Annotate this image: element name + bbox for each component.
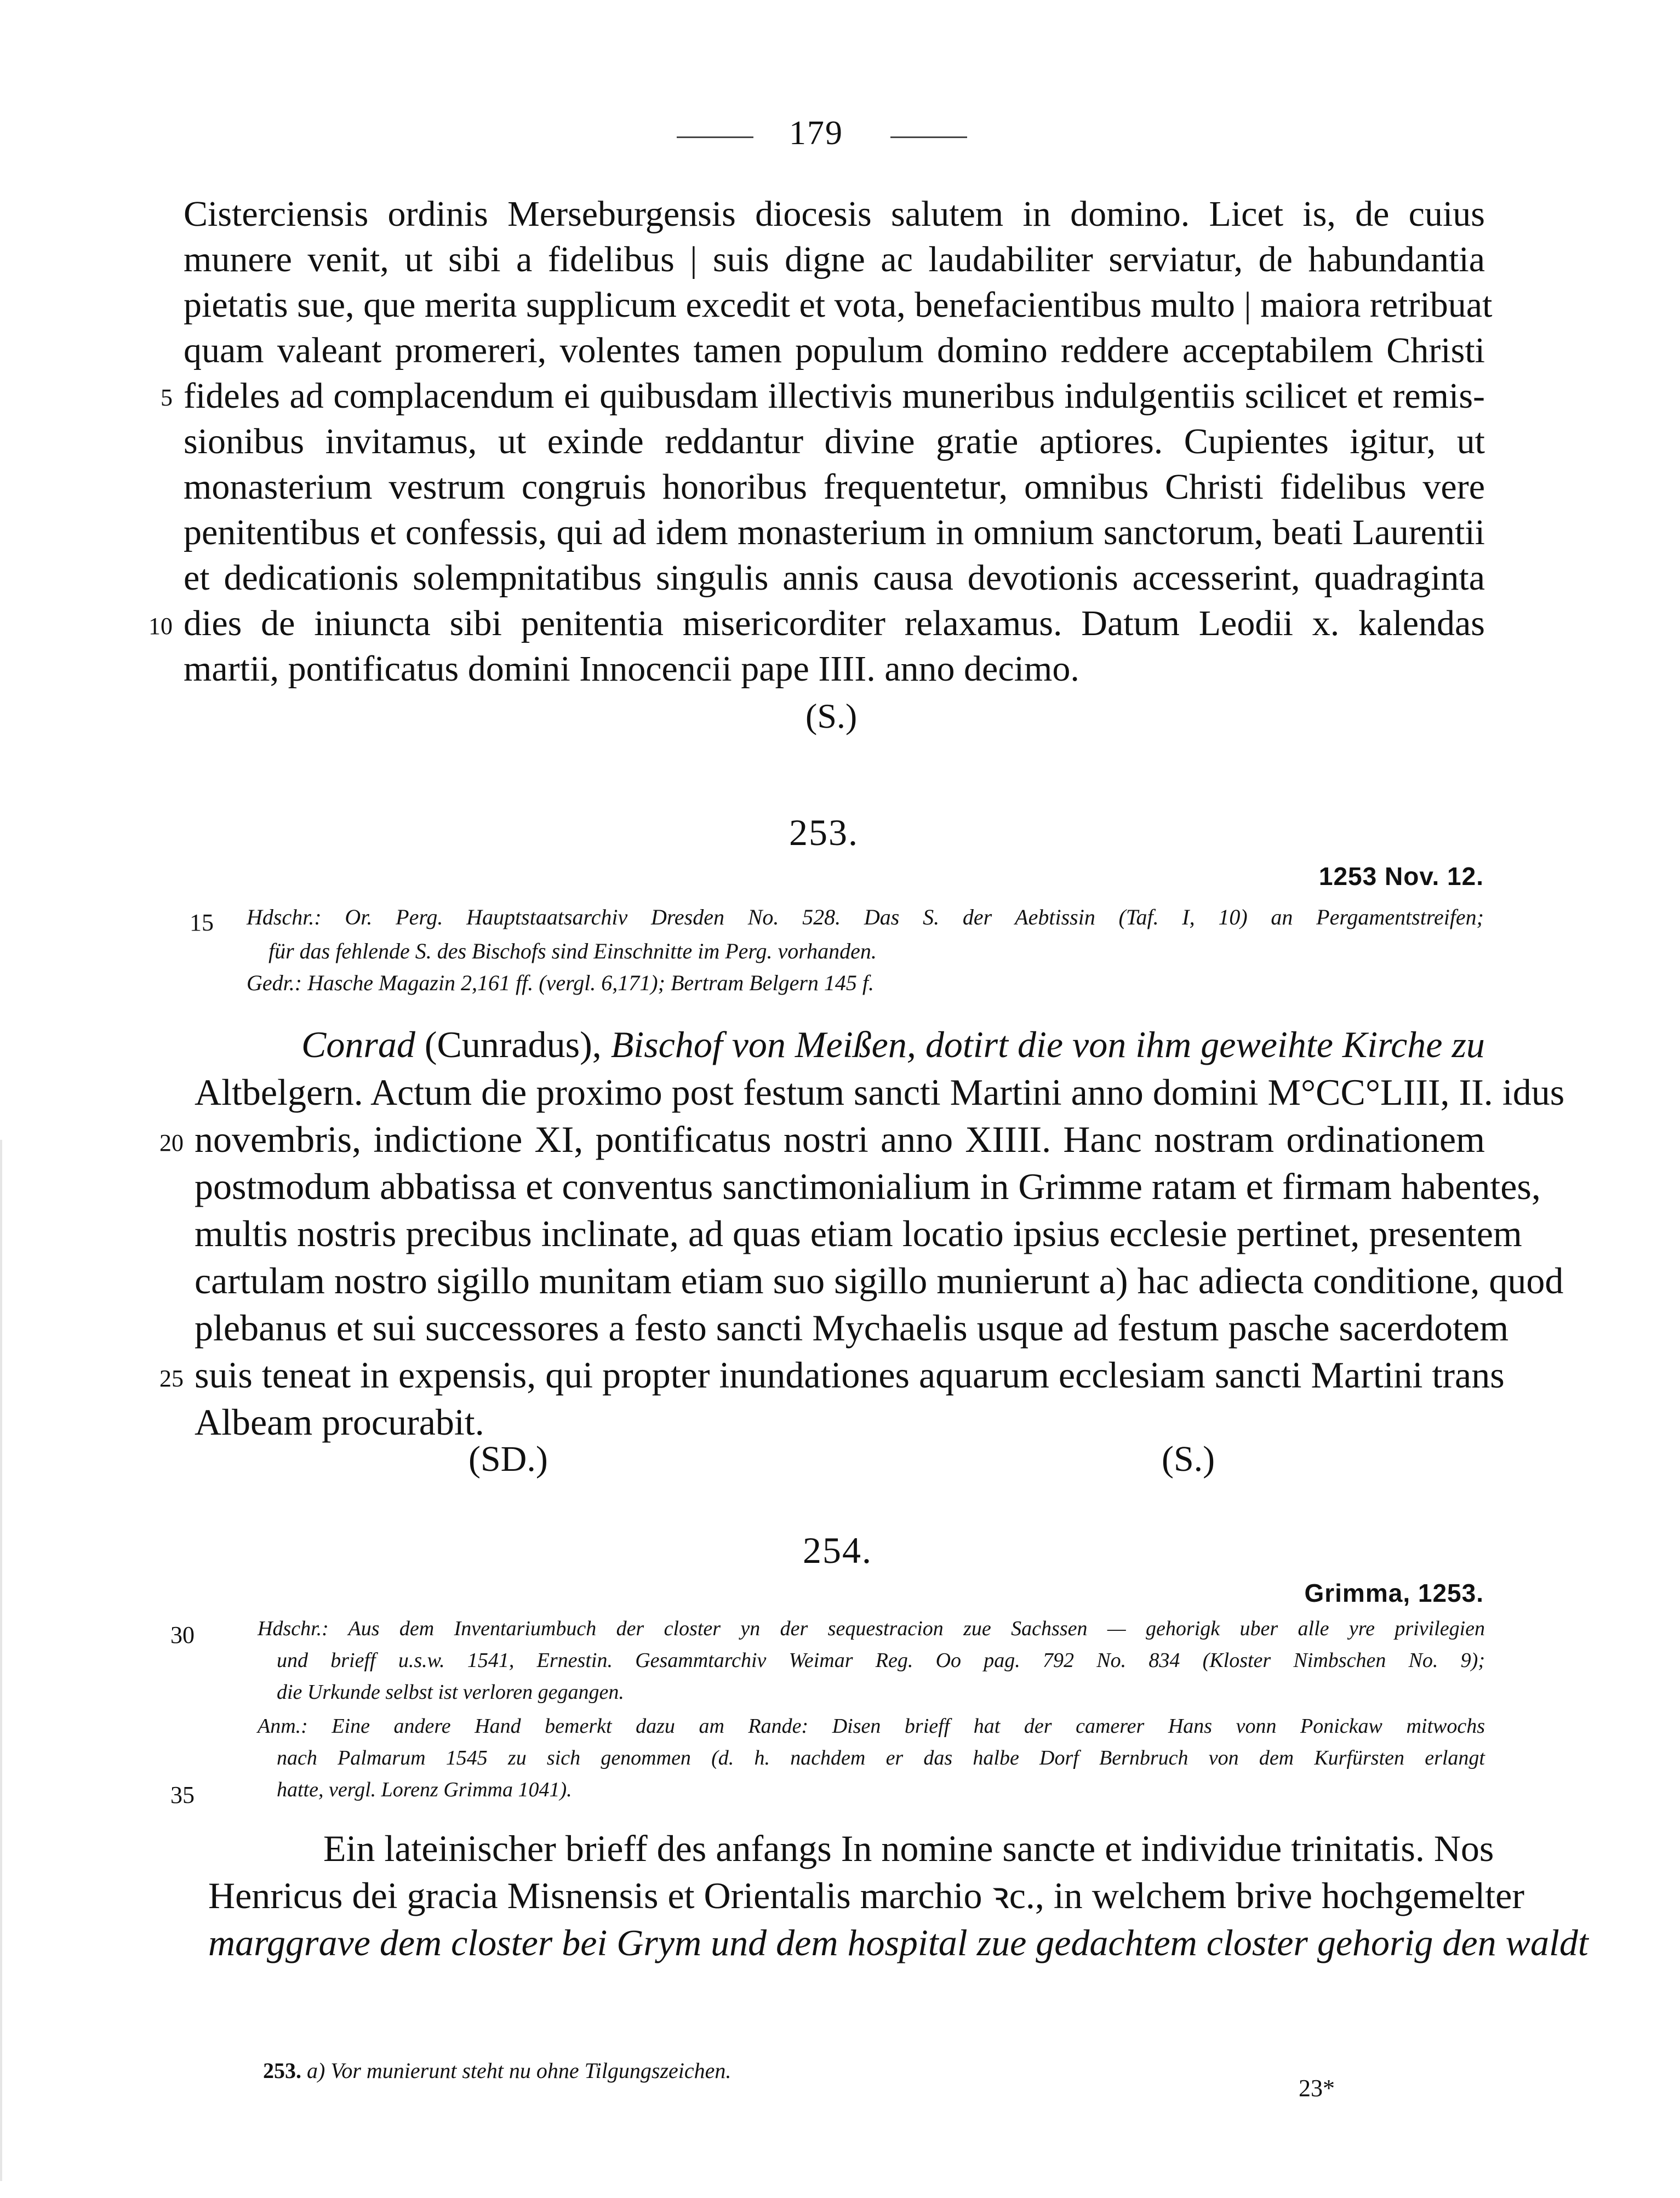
text-line: munere venit, ut sibi a fidelibus | suis digne ac laudabiliter serviatur, de habundantia [184, 239, 1485, 279]
text-line: monasterium vestrum congruis honoribus frequentetur, omnibus Christi fidelibus vere [184, 467, 1485, 507]
text-line: Cisterciensis ordinis Merseburgensis diocesis salutem in domino. Licet is, de cuius [184, 194, 1485, 234]
page-number: 179 [789, 115, 843, 152]
text-line: pietatis sue, que merita supplicum excedit et vota, benefacientibus multo | maiora retribuat [184, 285, 1493, 325]
print-note: Gedr.: Hasche Magazin 2,161 ff. (vergl. 6,171); Bertram Belgern 145 f. [247, 970, 874, 995]
signature-mark: 23* [1299, 2075, 1335, 2102]
text-line: marggrave dem closter bei Grym und dem hospital zue gedachtem closter gehorig den waldt [208, 1922, 1588, 1963]
text-line: Henricus dei gracia Misnensis et Orientalis marchio ꝛc., in welchem brive hochgemelter [208, 1875, 1524, 1916]
text-line: cartulam nostro sigillo munitam etiam suo sigillo munierunt a) hac adiecta conditione, quod [195, 1260, 1564, 1301]
scan-edge [0, 1140, 2, 2181]
header-rule-right [890, 136, 967, 138]
text-line: quam valeant promereri, volentes tamen populum domino reddere acceptabilem Christi [184, 330, 1485, 370]
manuscript-note: und brieff u.s.w. 1541, Ernestin. Gesammtarchiv Weimar Reg. Oo pag. 792 No. 834 (Kloster Nimbschen No. 9); [277, 1649, 1485, 1672]
text-line: plebanus et sui successores a festo sancti Mychaelis usque ad festum pasche sacerdotem [195, 1307, 1509, 1349]
document-number: 253. [789, 812, 859, 853]
annotation-note: hatte, vergl. Lorenz Grimma 1041). [277, 1778, 572, 1801]
document-date: Grimma, 1253. [1304, 1579, 1484, 1607]
text-line: dies de iniuncta sibi penitentia misericorditer relaxamus. Datum Leodii x. kalendas [184, 603, 1485, 643]
manuscript-note: Hdschr.: Or. Perg. Hauptstaatsarchiv Dresden No. 528. Das S. der Aebtissin (Taf. I, 10) an Pergamentstreifen; [247, 905, 1484, 929]
text-line: sionibus invitamus, ut exinde reddantur divine gratie aptiores. Cupientes igitur, ut [184, 421, 1485, 461]
line-number: 35 [170, 1782, 195, 1808]
text-line: Altbelgern. Actum die proximo post festum sancti Martini anno domini M°CC°LIII, II. idus [195, 1071, 1565, 1113]
regest-name: Conrad [301, 1024, 415, 1065]
header-rule-left [677, 136, 753, 138]
annotation-note: Anm.: Eine andere Hand bemerkt dazu am Rande: Disen brieff hat der camerer Hans vonn Ponickaw mitwochs [258, 1715, 1485, 1738]
footnote-ref: 253. [263, 2058, 301, 2083]
line-number: 30 [170, 1622, 195, 1648]
text-line: multis nostris precibus inclinate, ad quas etiam locatio ipsius ecclesie pertinet, presentem [195, 1213, 1522, 1254]
text-line: fideles ad complacendum ei quibusdam illectivis muneribus indulgentiis scilicet et remis- [184, 376, 1485, 416]
regest-text: Bischof von Meißen, dotirt die von ihm geweihte Kirche zu [610, 1024, 1485, 1065]
line-number: 25 [159, 1365, 184, 1392]
seal-mark: (S.) [805, 696, 858, 735]
text-line: penitentibus et confessis, qui ad idem monasterium in omnium sanctorum, beati Laurentii [184, 512, 1485, 552]
text-line: martii, pontificatus domini Innocencii pape IIII. anno decimo. [184, 649, 1079, 689]
annotation-note: nach Palmarum 1545 zu sich genommen (d. h. nachdem er das halbe Dorf Bernbruch von dem Kurfürsten erlangt [277, 1746, 1485, 1769]
manuscript-note: die Urkunde selbst ist verloren gegangen. [277, 1681, 624, 1704]
regest-line [301, 1022, 1485, 1067]
manuscript-note: für das fehlende S. des Bischofs sind Einschnitte im Perg. vorhanden. [268, 939, 877, 963]
text-line: Ein lateinischer brieff des anfangs In nomine sancte et individue trinitatis. Nos [323, 1828, 1494, 1869]
document-number: 254. [803, 1529, 872, 1571]
footnote-mark: a) [307, 2058, 325, 2083]
text-line: Albeam procurabit. [195, 1401, 484, 1443]
text-line: et dedicationis solempnitatibus singulis annis causa devotionis accesserint, quadraginta [184, 558, 1485, 598]
footnote [263, 2058, 731, 2083]
line-number: 15 [190, 909, 214, 936]
document-date: 1253 Nov. 12. [1318, 862, 1484, 890]
line-number: 10 [148, 613, 173, 640]
footnote-text: Vor munierunt steht nu ohne Tilgungszeichen. [330, 2058, 732, 2083]
line-number: 20 [159, 1129, 184, 1156]
line-number: 5 [161, 384, 173, 411]
regest-latin-name: (Cunradus), [415, 1024, 611, 1065]
text-line: postmodum abbatissa et conventus sanctimonialium in Grimme ratam et firmam habentes, [195, 1166, 1541, 1207]
manuscript-note: Hdschr.: Aus dem Inventariumbuch der closter yn der sequestracion zue Sachssen — gehorigk uber alle yre privilegien [258, 1617, 1485, 1640]
seal-mark: (SD.) [468, 1439, 548, 1479]
seal-mark: (S.) [1162, 1439, 1215, 1479]
text-line: suis teneat in expensis, qui propter inundationes aquarum ecclesiam sancti Martini trans [195, 1354, 1505, 1396]
text-line: novembris, indictione XI, pontificatus nostri anno XIIII. Hanc nostram ordinationem [195, 1118, 1485, 1160]
